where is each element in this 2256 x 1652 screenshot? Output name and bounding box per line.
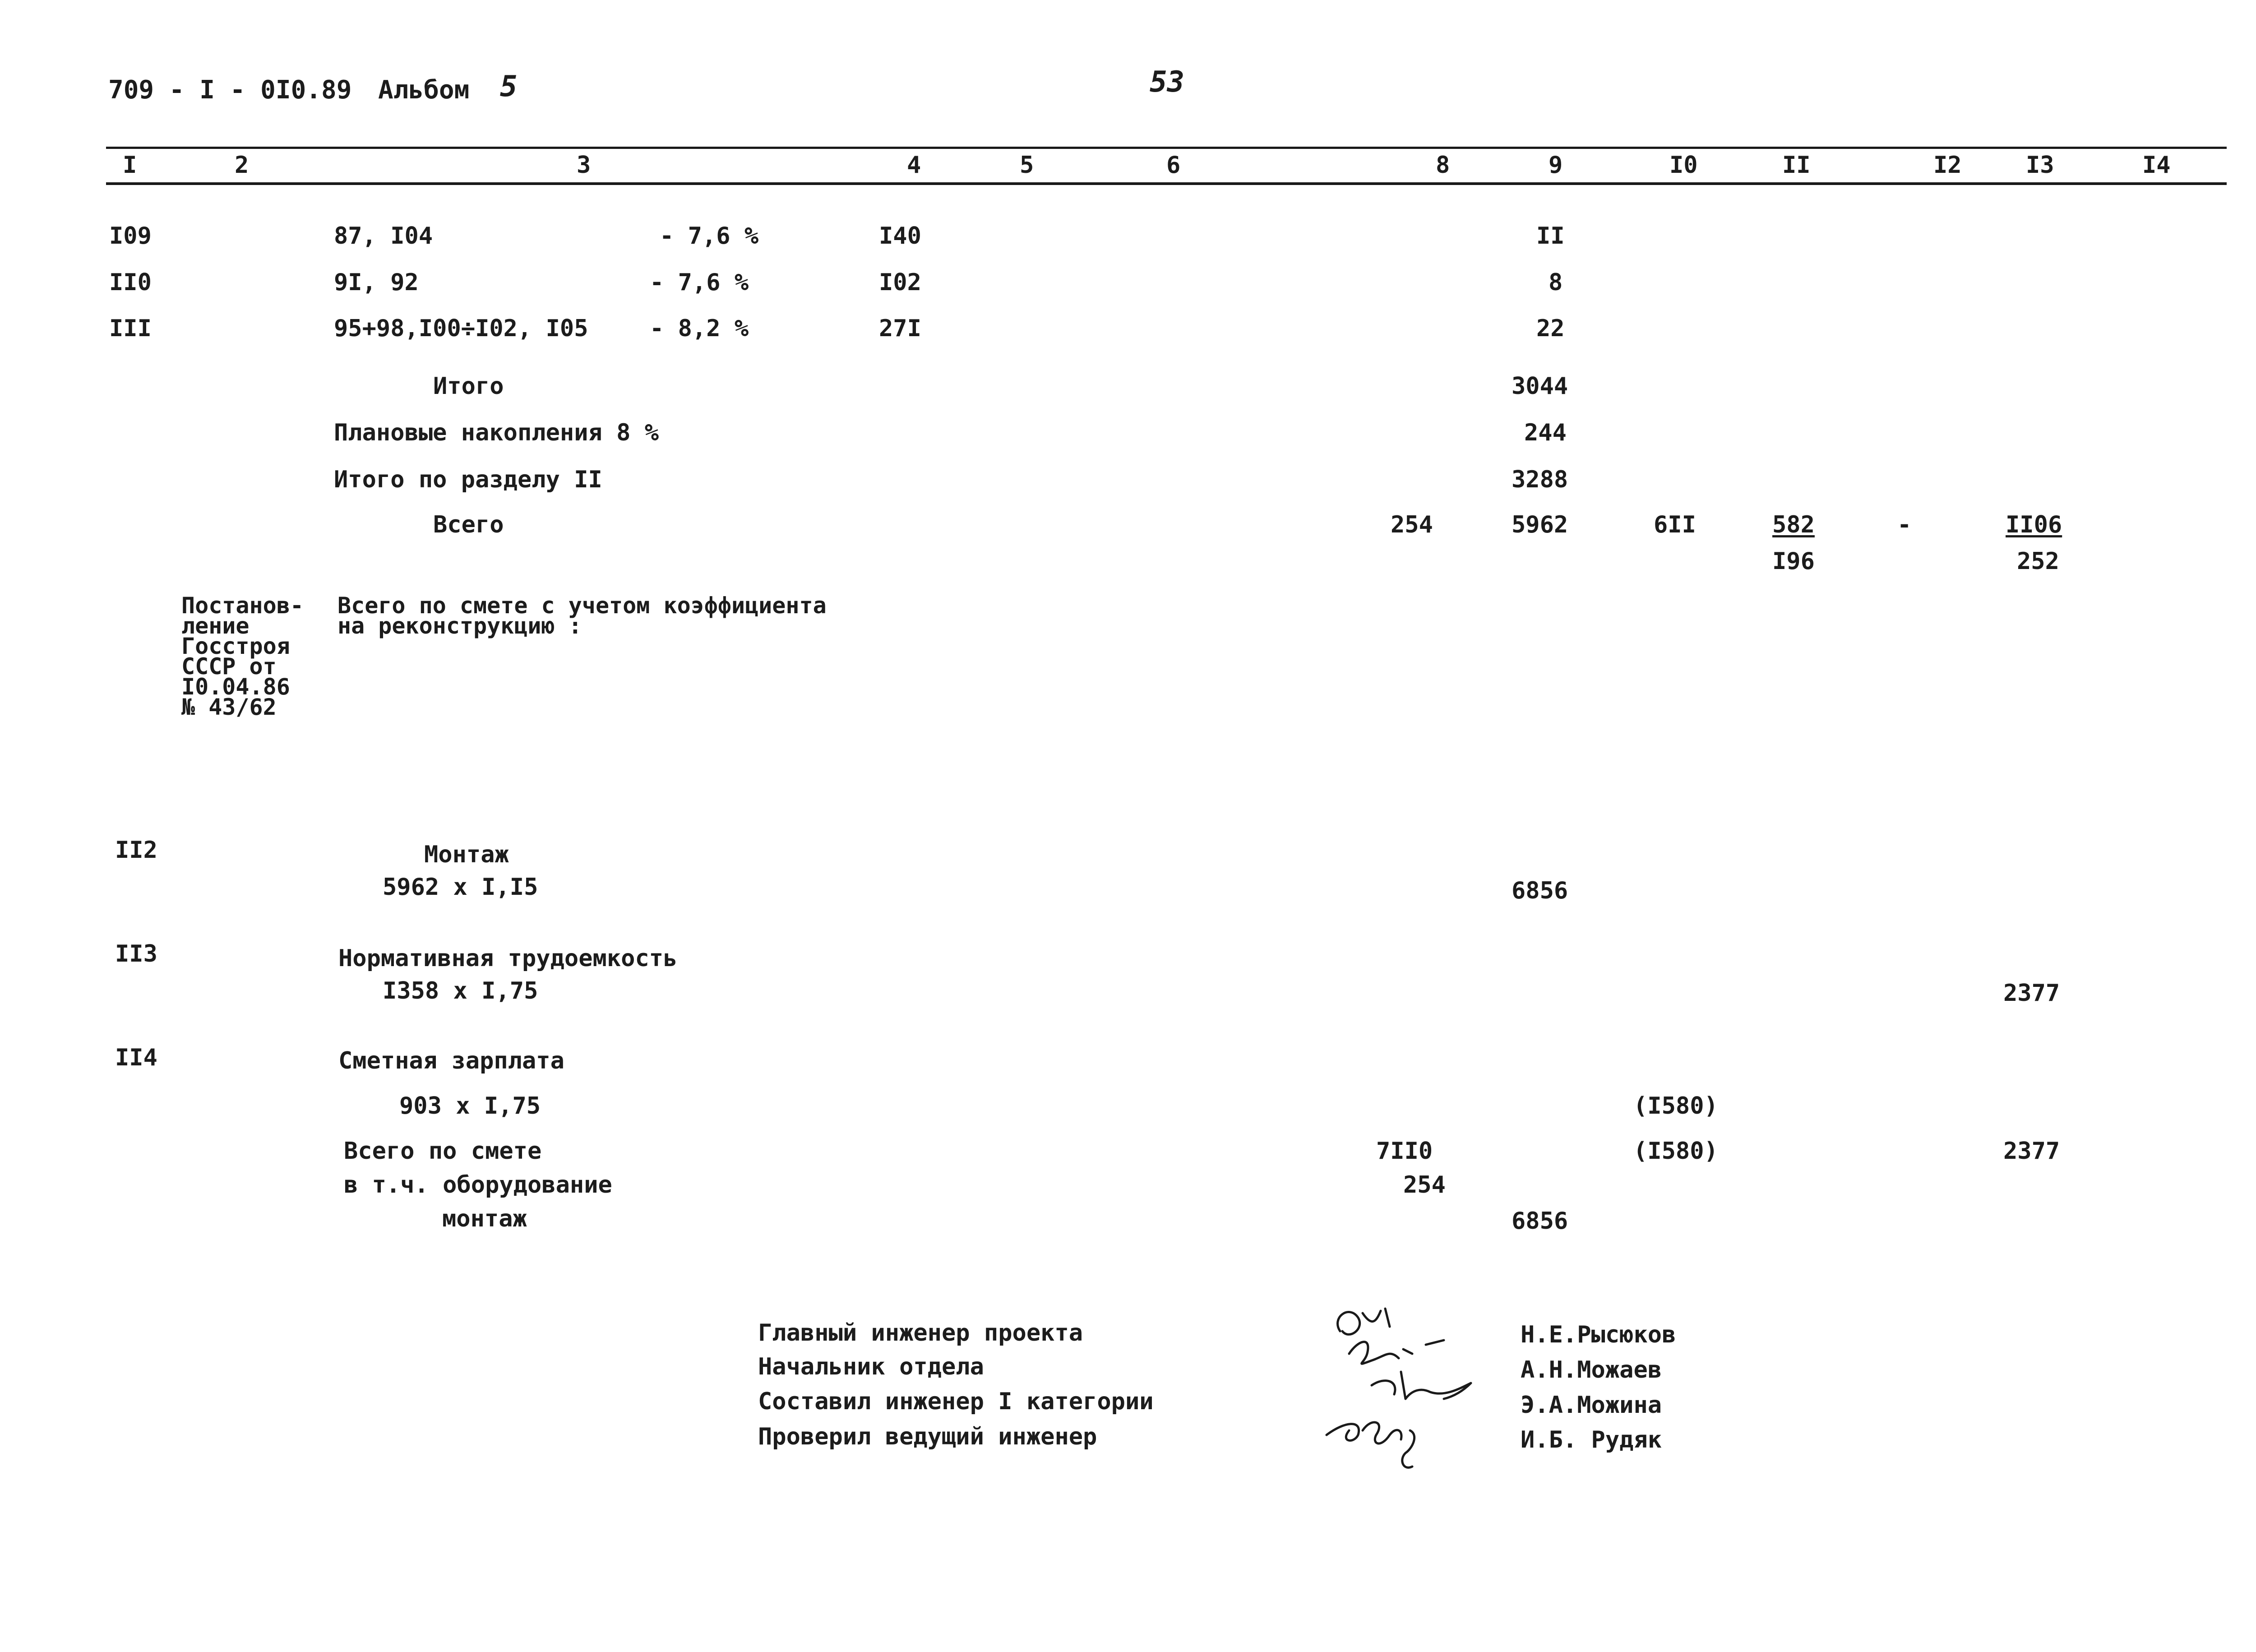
signature-role-department-head: Начальник отдела [758,1353,984,1380]
row-113-num: II3 [115,940,157,967]
grand-total-col11-top: 582 [1772,511,1815,538]
album-label: Альбом [378,75,470,105]
col-header-2: 2 [235,152,249,179]
section-total-label: Итого по разделу II [334,466,602,493]
signature-name-compiler: Э.А.Можина [1521,1392,1662,1419]
incl-montage-col9: 6856 [1512,1208,1568,1235]
incl-equipment-col8: 254 [1403,1171,1446,1199]
estimate-total-col13: 2377 [2003,1138,2060,1165]
col-header-14: I4 [2142,152,2171,179]
col-header-8: 8 [1436,152,1450,179]
row-109-percent: - 7,6 % [660,222,759,250]
col-header-1: I [123,152,137,179]
table-top-rule [106,147,2227,149]
handwritten-signatures [1322,1300,1530,1494]
row-114-col10: (I580) [1633,1092,1718,1120]
regulation-basis-note: Постанов- ление Госстроя СССР от I0.04.86 № 43/62 [181,592,304,720]
subtotal-value: 3044 [1512,373,1568,400]
row-114-formula: 903 x I,75 [399,1092,541,1120]
grand-total-col10: 6II [1654,511,1696,538]
grand-total-col13-top: II06 [2006,511,2062,538]
col-header-5: 5 [1020,152,1034,179]
grand-total-col12: - [1897,511,1912,538]
col-header-10: I0 [1669,152,1698,179]
row-111-percent: - 8,2 % [650,315,749,342]
col-header-11: II [1782,152,1811,179]
signature-role-compiler: Составил инженер I категории [758,1388,1154,1415]
row-110-col4: I02 [879,269,921,296]
col-header-3: 3 [577,152,591,179]
table-header-rule [106,182,2227,185]
row-109-col9: II [1536,222,1565,250]
row-112-formula: 5962 x I,I5 [383,874,538,901]
col-header-13: I3 [2026,152,2054,179]
grand-total-col13-bottom: 252 [2017,548,2059,575]
incl-montage-label: монтаж [442,1205,527,1232]
subtotal-label: Итого [433,373,504,400]
grand-total-label: Всего [433,511,504,538]
row-114-num: II4 [115,1044,157,1071]
col-header-4: 4 [907,152,921,179]
row-111-num: III [109,315,152,342]
row-110-num: II0 [109,269,152,296]
planned-savings-label: Плановые накопления 8 % [334,419,659,446]
row-112-num: II2 [115,837,157,864]
page-number: 53 [1150,65,1185,99]
document-code: 709 - I - 0I0.89 [108,75,352,105]
row-110-col9: 8 [1549,269,1563,296]
signature-name-checker: И.Б. Рудяк [1521,1426,1662,1453]
col-header-9: 9 [1549,152,1563,179]
signature-role-checker: Проверил ведущий инженер [758,1423,1097,1450]
grand-total-col11-bottom: I96 [1772,548,1815,575]
row-113-col13: 2377 [2003,980,2060,1007]
signature-name-chief-engineer: Н.Е.Рысюков [1521,1321,1676,1348]
row-114-label: Сметная зарплата [338,1047,564,1074]
row-109-desc: 87, I04 [334,222,433,250]
row-110-percent: - 7,6 % [650,269,749,296]
estimate-total-label: Всего по смете [344,1138,542,1165]
row-111-col4: 27I [879,315,921,342]
grand-total-col9: 5962 [1512,511,1568,538]
row-111-col9: 22 [1536,315,1565,342]
grand-total-col8: 254 [1391,511,1433,538]
col-header-12: I2 [1933,152,1962,179]
row-109-num: I09 [109,222,152,250]
estimate-total-col10: (I580) [1633,1138,1718,1165]
estimate-total-col8: 7II0 [1376,1138,1433,1165]
reconstruction-coefficient-note: Всего по смете с учетом коэффициента на реконструкцию : [337,592,827,639]
row-112-col9: 6856 [1512,877,1568,904]
planned-savings-value: 244 [1524,419,1567,446]
signature-role-chief-engineer: Главный инженер проекта [758,1319,1083,1347]
incl-equipment-label: в т.ч. оборудование [344,1171,612,1199]
signature-name-department-head: А.Н.Можаев [1521,1356,1662,1384]
row-110-desc: 9I, 92 [334,269,419,296]
section-total-value: 3288 [1512,466,1568,493]
row-113-label: Нормативная трудоемкость [338,945,678,972]
row-109-col4: I40 [879,222,921,250]
row-111-desc: 95+98,I00÷I02, I05 [334,315,588,342]
col-header-6: 6 [1166,152,1181,179]
row-113-formula: I358 x I,75 [383,977,538,1004]
row-112-label: Монтаж [424,841,509,868]
album-number: 5 [500,70,518,103]
